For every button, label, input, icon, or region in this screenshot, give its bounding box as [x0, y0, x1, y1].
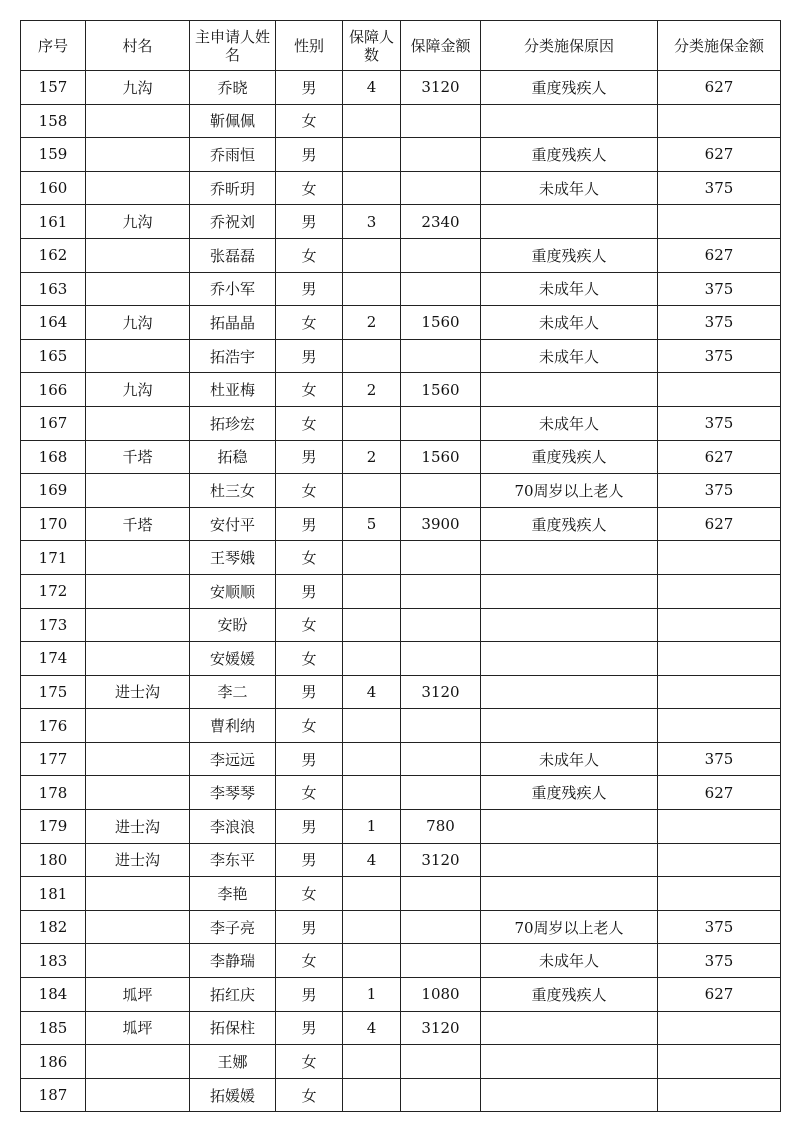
covered-persons-cell: [343, 339, 401, 373]
category-amount-cell: [658, 1011, 781, 1045]
category-amount-cell: [658, 1078, 781, 1112]
gender-cell: 女: [276, 776, 343, 810]
category-amount-cell: 627: [658, 507, 781, 541]
row-number-cell: 173: [21, 608, 86, 642]
category-reason-cell: 未成年人: [481, 272, 658, 306]
category-reason-cell: 未成年人: [481, 171, 658, 205]
benefit-amount-cell: [401, 776, 481, 810]
category-reason-cell: 重度残疾人: [481, 138, 658, 172]
benefit-amount-cell: [401, 339, 481, 373]
header-cell: 村名: [86, 21, 190, 71]
row-number-cell: 187: [21, 1078, 86, 1112]
category-amount-cell: 627: [658, 978, 781, 1012]
village-name-cell: [86, 944, 190, 978]
gender-cell: 女: [276, 608, 343, 642]
benefit-amount-cell: 3120: [401, 1011, 481, 1045]
row-number-cell: 159: [21, 138, 86, 172]
category-reason-cell: [481, 373, 658, 407]
benefit-amount-cell: [401, 709, 481, 743]
category-amount-cell: [658, 541, 781, 575]
category-reason-cell: [481, 1011, 658, 1045]
gender-cell: 女: [276, 877, 343, 911]
row-number-cell: 175: [21, 675, 86, 709]
gender-cell: 女: [276, 306, 343, 340]
applicant-name-cell: 王娜: [190, 1045, 276, 1079]
benefit-amount-cell: [401, 742, 481, 776]
covered-persons-cell: [343, 709, 401, 743]
row-number-cell: 169: [21, 474, 86, 508]
village-name-cell: 千塔: [86, 507, 190, 541]
covered-persons-cell: [343, 910, 401, 944]
applicant-name-cell: 曹利纳: [190, 709, 276, 743]
applicant-name-cell: 王琴娥: [190, 541, 276, 575]
row-number-cell: 166: [21, 373, 86, 407]
category-reason-cell: [481, 541, 658, 575]
benefit-amount-cell: 3120: [401, 843, 481, 877]
category-reason-cell: 未成年人: [481, 406, 658, 440]
row-number-cell: 181: [21, 877, 86, 911]
village-name-cell: 坬坪: [86, 978, 190, 1012]
row-number-cell: 176: [21, 709, 86, 743]
row-number-cell: 165: [21, 339, 86, 373]
header-row: [21, 21, 781, 71]
village-name-cell: 千塔: [86, 440, 190, 474]
gender-cell: 男: [276, 272, 343, 306]
covered-persons-cell: 4: [343, 1011, 401, 1045]
applicant-name-cell: 杜亚梅: [190, 373, 276, 407]
category-amount-cell: [658, 675, 781, 709]
category-amount-cell: [658, 205, 781, 239]
applicant-name-cell: 拓稳: [190, 440, 276, 474]
gender-cell: 女: [276, 406, 343, 440]
table-row: [21, 238, 781, 272]
category-reason-cell: [481, 1078, 658, 1112]
gender-cell: 女: [276, 238, 343, 272]
category-reason-cell: [481, 675, 658, 709]
table-row: [21, 742, 781, 776]
covered-persons-cell: [343, 742, 401, 776]
gender-cell: 男: [276, 675, 343, 709]
row-number-cell: 162: [21, 238, 86, 272]
gender-cell: 女: [276, 541, 343, 575]
benefit-amount-cell: [401, 1045, 481, 1079]
gender-cell: 女: [276, 1078, 343, 1112]
covered-persons-cell: [343, 474, 401, 508]
row-number-cell: 180: [21, 843, 86, 877]
applicant-name-cell: 乔昕玥: [190, 171, 276, 205]
covered-persons-cell: [343, 574, 401, 608]
village-name-cell: [86, 104, 190, 138]
table-row: [21, 306, 781, 340]
benefit-amount-cell: [401, 1078, 481, 1112]
table-row: [21, 138, 781, 172]
covered-persons-cell: [343, 776, 401, 810]
table-row: [21, 71, 781, 105]
benefit-amount-cell: [401, 171, 481, 205]
header-cell: 分类施保原因: [481, 21, 658, 71]
benefit-amount-cell: [401, 541, 481, 575]
covered-persons-cell: [343, 642, 401, 676]
covered-persons-cell: [343, 1078, 401, 1112]
category-reason-cell: 重度残疾人: [481, 238, 658, 272]
row-number-cell: 184: [21, 978, 86, 1012]
gender-cell: 男: [276, 978, 343, 1012]
village-name-cell: [86, 238, 190, 272]
category-amount-cell: [658, 843, 781, 877]
village-name-cell: [86, 339, 190, 373]
table-row: [21, 1045, 781, 1079]
applicant-name-cell: 李东平: [190, 843, 276, 877]
covered-persons-cell: [343, 104, 401, 138]
village-name-cell: [86, 474, 190, 508]
table-row: [21, 574, 781, 608]
covered-persons-cell: [343, 944, 401, 978]
table-row: [21, 406, 781, 440]
category-reason-cell: 重度残疾人: [481, 978, 658, 1012]
table-row: [21, 339, 781, 373]
table-row: [21, 1078, 781, 1112]
village-name-cell: [86, 642, 190, 676]
applicant-name-cell: 李子亮: [190, 910, 276, 944]
village-name-cell: [86, 272, 190, 306]
header-cell: 保障人数: [343, 21, 401, 71]
gender-cell: 女: [276, 642, 343, 676]
row-number-cell: 164: [21, 306, 86, 340]
header-cell: 保障金额: [401, 21, 481, 71]
gender-cell: 女: [276, 1045, 343, 1079]
header-cell: 分类施保金额: [658, 21, 781, 71]
category-reason-cell: 70周岁以上老人: [481, 910, 658, 944]
gender-cell: 女: [276, 944, 343, 978]
row-number-cell: 167: [21, 406, 86, 440]
category-amount-cell: [658, 104, 781, 138]
benefit-amount-cell: [401, 474, 481, 508]
header-cell: 性别: [276, 21, 343, 71]
category-amount-cell: 627: [658, 776, 781, 810]
village-name-cell: 九沟: [86, 205, 190, 239]
village-name-cell: 九沟: [86, 306, 190, 340]
row-number-cell: 185: [21, 1011, 86, 1045]
row-number-cell: 183: [21, 944, 86, 978]
gender-cell: 男: [276, 507, 343, 541]
table-row: [21, 944, 781, 978]
covered-persons-cell: 2: [343, 373, 401, 407]
category-reason-cell: [481, 1045, 658, 1079]
village-name-cell: [86, 742, 190, 776]
table-row: [21, 373, 781, 407]
table-row: [21, 877, 781, 911]
row-number-cell: 174: [21, 642, 86, 676]
category-reason-cell: 重度残疾人: [481, 776, 658, 810]
benefit-amount-cell: 1080: [401, 978, 481, 1012]
covered-persons-cell: [343, 877, 401, 911]
village-name-cell: 九沟: [86, 373, 190, 407]
category-amount-cell: 375: [658, 272, 781, 306]
covered-persons-cell: 1: [343, 978, 401, 1012]
covered-persons-cell: [343, 608, 401, 642]
applicant-name-cell: 李静瑞: [190, 944, 276, 978]
covered-persons-cell: 4: [343, 675, 401, 709]
gender-cell: 女: [276, 474, 343, 508]
row-number-cell: 178: [21, 776, 86, 810]
benefit-amount-cell: 1560: [401, 440, 481, 474]
gender-cell: 男: [276, 843, 343, 877]
gender-cell: 男: [276, 1011, 343, 1045]
covered-persons-cell: 3: [343, 205, 401, 239]
category-amount-cell: [658, 810, 781, 844]
applicant-name-cell: 拓珍宏: [190, 406, 276, 440]
covered-persons-cell: [343, 272, 401, 306]
covered-persons-cell: [343, 1045, 401, 1079]
table-row: [21, 272, 781, 306]
applicant-name-cell: 李琴琴: [190, 776, 276, 810]
covered-persons-cell: 2: [343, 440, 401, 474]
category-reason-cell: 重度残疾人: [481, 71, 658, 105]
gender-cell: 男: [276, 910, 343, 944]
village-name-cell: [86, 608, 190, 642]
village-name-cell: 进士沟: [86, 675, 190, 709]
category-amount-cell: [658, 373, 781, 407]
table-row: [21, 978, 781, 1012]
benefit-amount-cell: [401, 406, 481, 440]
applicant-name-cell: 安付平: [190, 507, 276, 541]
category-reason-cell: [481, 608, 658, 642]
header-cell: 主申请人姓名: [190, 21, 276, 71]
category-amount-cell: [658, 709, 781, 743]
category-amount-cell: [658, 877, 781, 911]
applicant-name-cell: 拓红庆: [190, 978, 276, 1012]
gender-cell: 男: [276, 742, 343, 776]
village-name-cell: [86, 171, 190, 205]
header-cell: 序号: [21, 21, 86, 71]
applicant-name-cell: 靳佩佩: [190, 104, 276, 138]
covered-persons-cell: [343, 171, 401, 205]
gender-cell: 男: [276, 71, 343, 105]
gender-cell: 男: [276, 205, 343, 239]
category-reason-cell: [481, 104, 658, 138]
benefit-amount-cell: [401, 910, 481, 944]
gender-cell: 女: [276, 104, 343, 138]
table-row: [21, 474, 781, 508]
covered-persons-cell: 1: [343, 810, 401, 844]
table-row: [21, 541, 781, 575]
covered-persons-cell: 5: [343, 507, 401, 541]
category-amount-cell: 375: [658, 910, 781, 944]
table-row: [21, 642, 781, 676]
category-reason-cell: 未成年人: [481, 944, 658, 978]
benefit-amount-cell: 3120: [401, 71, 481, 105]
village-name-cell: [86, 406, 190, 440]
gender-cell: 男: [276, 574, 343, 608]
covered-persons-cell: 2: [343, 306, 401, 340]
category-reason-cell: 未成年人: [481, 742, 658, 776]
category-reason-cell: 70周岁以上老人: [481, 474, 658, 508]
category-amount-cell: 375: [658, 406, 781, 440]
table-row: [21, 507, 781, 541]
row-number-cell: 179: [21, 810, 86, 844]
category-amount-cell: [658, 574, 781, 608]
table-body: [21, 71, 781, 1112]
category-reason-cell: 未成年人: [481, 339, 658, 373]
applicant-name-cell: 安顺顺: [190, 574, 276, 608]
category-amount-cell: 627: [658, 71, 781, 105]
village-name-cell: 坬坪: [86, 1011, 190, 1045]
applicant-name-cell: 拓浩宇: [190, 339, 276, 373]
category-amount-cell: 375: [658, 474, 781, 508]
benefit-amount-cell: [401, 574, 481, 608]
village-name-cell: [86, 776, 190, 810]
benefit-amount-cell: [401, 944, 481, 978]
covered-persons-cell: [343, 238, 401, 272]
applicant-name-cell: 拓晶晶: [190, 306, 276, 340]
benefit-amount-cell: 3120: [401, 675, 481, 709]
benefit-amount-cell: [401, 877, 481, 911]
gender-cell: 男: [276, 440, 343, 474]
village-name-cell: 进士沟: [86, 843, 190, 877]
category-amount-cell: 375: [658, 339, 781, 373]
category-amount-cell: 375: [658, 171, 781, 205]
category-reason-cell: [481, 810, 658, 844]
table-row: [21, 776, 781, 810]
category-amount-cell: 375: [658, 944, 781, 978]
village-name-cell: [86, 877, 190, 911]
covered-persons-cell: [343, 406, 401, 440]
category-reason-cell: [481, 642, 658, 676]
category-amount-cell: 375: [658, 742, 781, 776]
benefit-amount-cell: [401, 238, 481, 272]
applicant-name-cell: 安盼: [190, 608, 276, 642]
applicant-name-cell: 张磊磊: [190, 238, 276, 272]
table-row: [21, 608, 781, 642]
benefit-amount-cell: 2340: [401, 205, 481, 239]
category-reason-cell: [481, 709, 658, 743]
covered-persons-cell: 4: [343, 843, 401, 877]
category-reason-cell: [481, 877, 658, 911]
village-name-cell: [86, 709, 190, 743]
table-row: [21, 171, 781, 205]
benefit-amount-cell: [401, 642, 481, 676]
gender-cell: 女: [276, 171, 343, 205]
village-name-cell: [86, 910, 190, 944]
category-reason-cell: [481, 574, 658, 608]
covered-persons-cell: [343, 541, 401, 575]
category-reason-cell: [481, 205, 658, 239]
category-amount-cell: 627: [658, 440, 781, 474]
gender-cell: 男: [276, 810, 343, 844]
applicant-name-cell: 李浪浪: [190, 810, 276, 844]
gender-cell: 女: [276, 709, 343, 743]
row-number-cell: 160: [21, 171, 86, 205]
village-name-cell: [86, 138, 190, 172]
benefit-amount-cell: 1560: [401, 373, 481, 407]
applicant-name-cell: 乔祝刘: [190, 205, 276, 239]
applicant-name-cell: 拓媛媛: [190, 1078, 276, 1112]
row-number-cell: 158: [21, 104, 86, 138]
category-amount-cell: [658, 1045, 781, 1079]
village-name-cell: [86, 1078, 190, 1112]
covered-persons-cell: 4: [343, 71, 401, 105]
benefit-amount-cell: 780: [401, 810, 481, 844]
benefit-amount-cell: [401, 138, 481, 172]
applicant-name-cell: 乔小军: [190, 272, 276, 306]
benefit-amount-cell: 1560: [401, 306, 481, 340]
benefit-amount-cell: 3900: [401, 507, 481, 541]
row-number-cell: 177: [21, 742, 86, 776]
row-number-cell: 163: [21, 272, 86, 306]
row-number-cell: 157: [21, 71, 86, 105]
table-row: [21, 440, 781, 474]
category-amount-cell: 627: [658, 138, 781, 172]
row-number-cell: 172: [21, 574, 86, 608]
gender-cell: 男: [276, 138, 343, 172]
row-number-cell: 170: [21, 507, 86, 541]
category-amount-cell: [658, 608, 781, 642]
village-name-cell: [86, 541, 190, 575]
category-reason-cell: 未成年人: [481, 306, 658, 340]
category-reason-cell: 重度残疾人: [481, 440, 658, 474]
benefit-amount-cell: [401, 608, 481, 642]
table-row: [21, 205, 781, 239]
table-row: [21, 810, 781, 844]
row-number-cell: 168: [21, 440, 86, 474]
village-name-cell: [86, 1045, 190, 1079]
category-reason-cell: 重度残疾人: [481, 507, 658, 541]
category-reason-cell: [481, 843, 658, 877]
village-name-cell: 九沟: [86, 71, 190, 105]
benefit-amount-cell: [401, 104, 481, 138]
roster-table: [20, 20, 781, 1112]
row-number-cell: 171: [21, 541, 86, 575]
table-row: [21, 675, 781, 709]
row-number-cell: 161: [21, 205, 86, 239]
applicant-name-cell: 乔晓: [190, 71, 276, 105]
category-amount-cell: [658, 642, 781, 676]
table-row: [21, 843, 781, 877]
gender-cell: 男: [276, 339, 343, 373]
table-row: [21, 910, 781, 944]
applicant-name-cell: 安媛媛: [190, 642, 276, 676]
gender-cell: 女: [276, 373, 343, 407]
village-name-cell: [86, 574, 190, 608]
table-row: [21, 1011, 781, 1045]
table-row: [21, 104, 781, 138]
applicant-name-cell: 李二: [190, 675, 276, 709]
applicant-name-cell: 拓保柱: [190, 1011, 276, 1045]
applicant-name-cell: 李远远: [190, 742, 276, 776]
applicant-name-cell: 乔雨恒: [190, 138, 276, 172]
category-amount-cell: 375: [658, 306, 781, 340]
row-number-cell: 182: [21, 910, 86, 944]
applicant-name-cell: 杜三女: [190, 474, 276, 508]
benefit-amount-cell: [401, 272, 481, 306]
table-row: [21, 709, 781, 743]
category-amount-cell: 627: [658, 238, 781, 272]
applicant-name-cell: 李艳: [190, 877, 276, 911]
village-name-cell: 进士沟: [86, 810, 190, 844]
covered-persons-cell: [343, 138, 401, 172]
row-number-cell: 186: [21, 1045, 86, 1079]
